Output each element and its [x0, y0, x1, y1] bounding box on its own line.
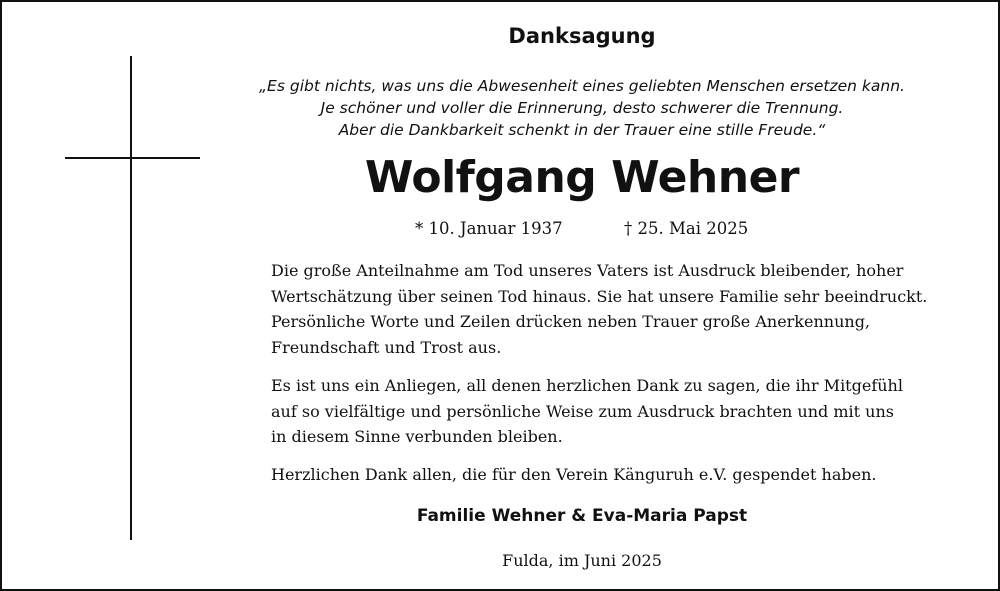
quote-line: „Es gibt nichts, was uns die Abwesenheit eines geliebten Menschen ersetzen kann.: [259, 77, 905, 95]
paragraph-line: in diesem Sinne verbunden bleiben.: [271, 427, 563, 446]
body-paragraph-3: [271, 462, 961, 488]
notice-heading: Danksagung: [508, 24, 656, 48]
paragraph-line: Die große Anteilnahme am Tod unseres Vaters ist Ausdruck bleibender, hoher: [271, 261, 904, 280]
body-paragraph-2: [271, 373, 961, 450]
birth-date: * 10. Januar 1937: [415, 219, 563, 238]
place-and-date: Fulda, im Juni 2025: [502, 551, 662, 570]
paragraph-line: Wertschätzung über seinen Tod hinaus. Sie hat unsere Familie sehr beeindruckt.: [271, 286, 928, 306]
paragraph-line: Es ist uns ein Anliegen, all denen herzlichen Dank zu sagen, die ihr Mitgefühl: [271, 376, 903, 395]
paragraph-line: auf so vielfältige und persönliche Weise zum Ausdruck brachten und mit uns: [271, 401, 894, 421]
quote-line: Aber die Dankbarkeit schenkt in der Trauer eine stille Freude.“: [338, 121, 826, 139]
body-paragraph-1: [271, 258, 961, 360]
cross-icon-horizontal-bar: [65, 157, 200, 159]
quote-block: [232, 75, 932, 141]
signature-family: Familie Wehner & Eva-Maria Papst: [416, 506, 748, 526]
paragraph-line: Freundschaft und Trost aus.: [271, 337, 502, 357]
quote-line: Je schöner und voller die Erinnerung, desto schwerer die Trennung.: [320, 99, 844, 117]
deceased-name: Wolfgang Wehner: [364, 152, 800, 203]
death-date: † 25. Mai 2025: [624, 219, 749, 238]
cross-icon-vertical-bar: [130, 56, 132, 540]
paragraph-line: Persönliche Worte und Zeilen drücken neben Trauer große Anerkennung,: [271, 312, 871, 331]
paragraph-line: Herzlichen Dank allen, die für den Verein Känguruh e.V. gespendet haben.: [271, 465, 877, 484]
